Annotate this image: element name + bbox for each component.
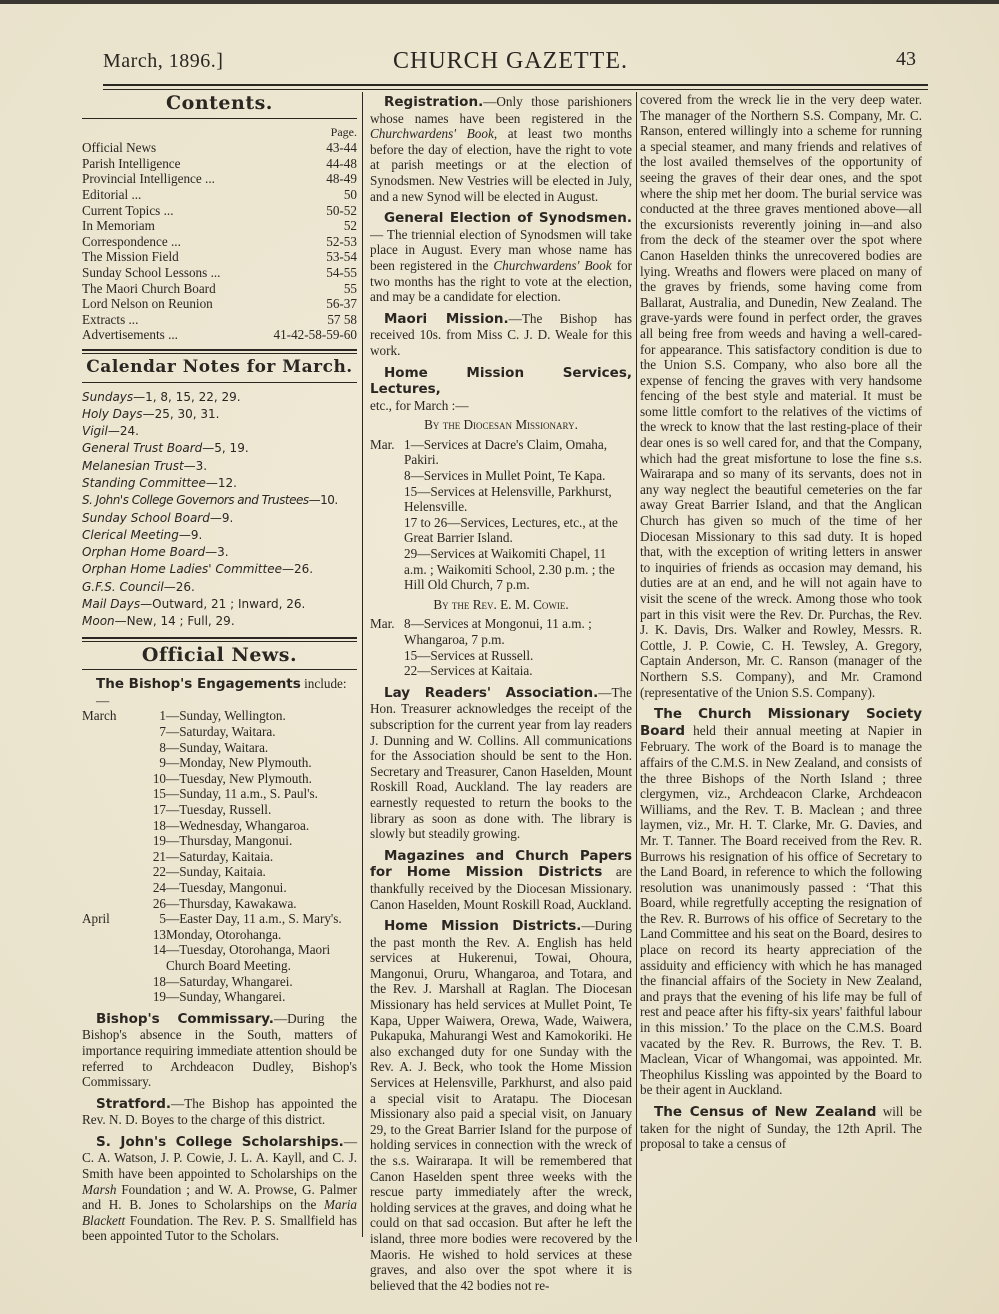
toc-row[interactable]: Sunday School Lessons ... 54-55 <box>82 264 357 280</box>
toc-row[interactable]: Provincial Intelligence ... 48-49 <box>82 171 357 187</box>
magazines-article: Magazines and Church Papers for Home Mission Districts are thankfully received by the Diocesan Missionary. Canon Haselden, Mount Roskill Road, Auckland. <box>370 847 632 912</box>
wreck-visit-continued: covered from the wreck lie in the very deep water. The manager of the Northern S.S. Company, Mr. C. Ranson, entered willingly into a scheme for running a special steamer, and many friends and relatives of the lost availed themselves of the opportunity of seeing the graves of their dear ones, and the spot where the ship met her doom. The burial service was conducted at the three graves mentioned above—all the excursionists reverently joining in—and also from the deck of the steamer over the spot where Canon Haselden thinks the unrecovered bodies are lying. Wreaths and flowers were placed on many of the graves by friends, some having come from Ballarat, Australia, and Dunedin, New Zealand. The grave-yards were found in perfect order, the graves all being free from weeds and having a well-cared-for appearance. This satisfactory condition is due to the Union S.S. Company, who also bore all the expense of fencing the graves with very handsome fencing of the best style and material. It must be some little comfort to the relatives of the victims of the wreck to know that the last resting-place of their dear ones is so well cared for, and that the Company, which had the great misfortune to lose the fine s.s. Wairarapa and so many of its servants, does not in any way neglect the beautiful cemeteries on the far away Great Barrier Island, and that the Anglican Church has given so much of the time of her Diocesan Missionary to this sad duty. It is hoped that, with the exception of writing letters in answer to inquiries of friends as occasion may demand, his duties are at an end, and he will not again have to visit the scene of the wreck. Among those who took part in this visit were the Rev. Dr. Purchas, the Rev. J. K. Davis, Drs. Walker and Rowley, Messrs. R. Cottle, J. P. Cowie, C. H. Tewsley, A. Gregory, Captain Anderson, Mr. C. Ranson (manager of the Northern S.S. Company), and Mr. Cramond (representative of the Union S.S. Company). <box>640 92 922 700</box>
general-election-article: General Election of Synodsmen.— The triennial election of Synodsmen will take place in August. Every man whose name has been registered in the Churchwardens' Book for two months has the right to vote at the election, and may be a candidate for election. <box>370 210 632 305</box>
calendar-item: Orphan Home Ladies' Committee—26. <box>82 562 314 577</box>
contents-end-rule <box>82 349 357 354</box>
official-news-rule <box>82 669 357 670</box>
engagement-row: 19 —Sunday, Whangarei. <box>152 989 286 1005</box>
scholarships-article: S. John's College Scholarships.— C. A. Watson, J. P. Cowie, J. L. A. Kayll, and C. J. Smith have been appointed to Scholarships on the Marsh Foundation ; and W. A. Prowse, G. Palmer and H. B. Jones to Scholarships on the Maria Blackett Foundation. The Rev. P. S. Smallfield has been appointed Tutor to the Scholars. <box>82 1133 357 1244</box>
schedule-row: 17 to 26—Services, Lectures, etc., at the Great Barrier Island. <box>404 514 618 546</box>
schedule-row: Mar. 1—Services at Dacre's Claim, Omaha, Pakiri. <box>370 436 608 468</box>
engagements-heading: The Bishop's Engagements include:— <box>96 676 347 708</box>
engagement-row: 22 —Sunday, Kaitaia. <box>152 864 266 880</box>
calendar-item: Melanesian Trust—3. <box>82 458 208 473</box>
schedule-row: Mar. 8—Services at Mongonui, 11 a.m. ; Whangaroa, 7 p.m. <box>370 616 592 647</box>
contents-list <box>82 140 357 343</box>
engagement-row: 9 —Monday, New Plymouth. <box>159 755 312 771</box>
engagement-row: 7 —Saturday, Waitara. <box>159 724 276 740</box>
toc-row[interactable]: Parish Intelligence 44-48 <box>82 155 357 171</box>
issue-date: March, 1896.] <box>103 50 224 72</box>
rev-cowie-schedule <box>370 616 632 678</box>
calendar-notes <box>82 389 357 631</box>
diocesan-missionary-schedule <box>370 437 632 593</box>
calendar-item: Sunday School Board—9. <box>82 510 234 525</box>
census-article: The Census of New Zealand will be taken for the night of Sunday, the 12th April. The proposal to take a census of <box>640 1104 922 1152</box>
toc-row[interactable]: Current Topics ... 50-52 <box>82 202 357 218</box>
calendar-item: Standing Committee—12. <box>82 475 237 490</box>
engagement-row: 21 —Saturday, Kaitaia. <box>152 848 274 864</box>
toc-row[interactable]: The Mission Field 53-54 <box>82 249 357 265</box>
engagement-row: 15 —Sunday, 11 a.m., S. Paul's. <box>152 786 318 802</box>
calendar-item: Moon—New, 14 ; Full, 29. <box>82 614 235 629</box>
column-divider-2 <box>636 92 637 1242</box>
rev-cowie-heading: By the Rev. E. M. Cowie. <box>433 596 569 612</box>
engagements-list <box>82 708 357 1004</box>
official-news-title: Official News. <box>141 643 298 666</box>
engagement-row: 18 —Wednesday, Whangaroa. <box>152 817 310 833</box>
calendar-item: G.F.S. Council—26. <box>82 579 195 594</box>
bishops-commissary-article: Bishop's Commissary.—During the Bishop's absence in the South, matters of importance requiring immediate attention should be referred to Archdeacon Dudley, Bishop's Commissary. <box>82 1010 357 1090</box>
calendar-end-rule <box>82 637 357 642</box>
page-header <box>103 48 928 82</box>
toc-row[interactable]: Extracts ... 57 58 <box>82 311 357 327</box>
contents-title: Contents. <box>166 92 273 114</box>
engagement-row: 26 —Thursday, Kawakawa. <box>152 895 297 911</box>
toc-row[interactable]: Lord Nelson on Reunion 56-37 <box>82 296 357 312</box>
calendar-item: Sundays—1, 8, 15, 22, 29. <box>82 389 241 404</box>
calendar-item: Mail Days—Outward, 21 ; Inward, 26. <box>82 597 306 612</box>
diocesan-missionary-heading: By the Diocesan Missionary. <box>424 417 578 433</box>
maori-mission-article: Maori Mission.—The Bishop has received 10s. from Miss C. J. D. Weale for this work. <box>370 310 632 358</box>
engagement-row: 14 —Tuesday, Otorohanga, Maori Church Board Meeting. <box>152 942 331 973</box>
engagement-row: 19 —Thursday, Mangonui. <box>152 833 293 849</box>
toc-row[interactable]: In Memoriam 52 <box>82 218 357 234</box>
page-number: 43 <box>896 48 916 70</box>
engagement-row: 18 —Saturday, Whangarei. <box>152 973 293 989</box>
schedule-row: 15—Services at Russell. <box>404 647 534 663</box>
engagement-row: 10 —Tuesday, New Plymouth. <box>152 770 312 786</box>
calendar-item: General Trust Board—5, 19. <box>82 441 249 456</box>
contents-rule <box>82 118 357 119</box>
toc-row[interactable]: Correspondence ... 52-53 <box>82 233 357 249</box>
calendar-title: Calendar Notes for March. <box>86 356 353 377</box>
toc-row[interactable]: Official News 43-44 <box>82 140 357 156</box>
calendar-item: Clerical Meeting—9. <box>82 527 203 542</box>
schedule-row: 15—Services at Helensville, Parkhurst, Helensville. <box>404 483 612 515</box>
calendar-item: S. John's College Governors and Trustees—10. <box>82 493 338 508</box>
calendar-rule <box>82 382 357 383</box>
schedule-row: 8—Services in Mullet Point, Te Kapa. <box>404 468 606 484</box>
lay-readers-article: Lay Readers' Association.—The Hon. Treasurer acknowledges the receipt of the subscription for the current year from lay readers J. Dunning and W. Collins. All communications for the Association should be sent to the Hon. Secretary and Treasurer, Canon Haselden, Mount Roskill Road, Auckland. The lay readers are earnestly requested to return the books to the library as soon as done with. The library is slowly but steadily growing. <box>370 684 632 842</box>
engagement-row: 17 —Tuesday, Russell. <box>152 802 272 817</box>
cms-board-article: The Church Missionary Society Board held their annual meeting at Napier in February. The work of the Board is to manage the affairs of the C.M.S. in New Zealand, and consists of the three Bishops of the North Island ; three clergymen, viz., Archdeacon Clarke, Archdeacon Williams, and the Rev. T. B. Maclean ; and three laymen, viz., Mr. H. T. Clarke, Mr. G. Davies, and Mr. T. Tanner. The Board received from the Rev. R. Burrows his resignation of his office of Secretary to the Land Board, in reference to which the following resolution was unanimously passed : ‘That this Board, while regretfully accepting the resignation of the Rev. R. Burrows of his office of Secretary to the Land Committee and his seat on the Board, desires to place on record its hearty appreciation of the assiduity and efficiency with which he has managed the financial affairs of the Society in New Zealand, and prays that the evening of his life may be full of rest and peace after his fifty-six years' faithful labour in this mission.’ To the place on the C.M.S. Board vacated by the Rev. R. Burrows, the Rev. T. B. Maclean, Vicar of Whangomai, was appointed. Mr. Theophilus Kissling was appointed by the Board to be their agent in Auckland. <box>640 706 923 1098</box>
calendar-item: Orphan Home Board—3. <box>82 545 229 560</box>
header-rule <box>103 84 928 90</box>
publication-title: CHURCH GAZETTE. <box>393 48 628 74</box>
calendar-item: Vigil—24. <box>82 424 139 439</box>
calendar-item: Holy Days—25, 30, 31. <box>82 406 220 421</box>
home-mission-services-heading: Home Mission Services, Lectures, etc., for March :— <box>370 364 632 413</box>
column-2 <box>370 92 632 1293</box>
schedule-row: 29—Services at Waikomiti Chapel, 11 a.m. ; Waikomiti School, 2.30 p.m. ; the Hill Old Church, 7 p.m. <box>404 546 615 593</box>
stratford-article: Stratford.—The Bishop has appointed the Rev. N. D. Boyes to the charge of this district. <box>82 1095 357 1128</box>
engagement-row: 13 Monday, Otorohanga. <box>152 926 282 942</box>
engagement-row: 8 —Sunday, Waitara. <box>159 739 269 755</box>
column-divider-1 <box>362 92 363 1237</box>
column-3 <box>640 92 922 1152</box>
toc-row[interactable]: Editorial ... 50 <box>82 186 357 202</box>
home-mission-districts-article: Home Mission Districts.—During the past month the Rev. A. English has held services at Hukerenui, Towai, Ohoura, Mangonui, Oruru, Whangaroa, and Totara, and the Rev. J. Marshall at Raglan. The Diocesan Missionary has held services at Mullet Point, Te Kapa, Upper Waiwera, Orewa, Wade, Waiwera, Pukapuka, Mahurangi West and Kamokoriki. He also exchanged duty for one Sunday with the Rev. A. J. Beck, who took the Home Mission Services at Helensville, Parkhurst, and also paid a special visit to Aratapu. The Diocesan Missionary also paid a special visit, on January 29, to the Great Barrier Island for the purpose of holding services in connection with the wreck of the s.s. Wairarapa. It will be remembered that Canon Haselden spent three weeks with the rescue party immediately after the wreck, holding services at the graves, and doing what he could on that sad occasion. But after he left the island, three more bodies were recovered by the Maoris. He wished to hold services at these graves, and also over the spot where it is believed that the 42 bodies not re- <box>370 918 632 1293</box>
column-1 <box>82 92 357 1244</box>
toc-row[interactable]: Advertisements ... 41-42-58-59-60 <box>82 327 357 343</box>
schedule-row: 22—Services at Kaitaia. <box>404 663 533 679</box>
toc-row[interactable]: The Maori Church Board 55 <box>82 280 357 296</box>
engagement-row: 24 —Tuesday, Mangonui. <box>152 879 287 895</box>
registration-article: Registration.—Only those parishioners whose names have been registered in the Churchwardens' Book, at least two months before the day of election, have the right to vote at parish meetings or at the election of Synodsmen. New Vestries will be elected in July, and a new Synod will be elected in August. <box>370 94 632 204</box>
engagement-row: March 1 —Sunday, Wellington. <box>82 708 286 724</box>
engagement-row: April 5 —Easter Day, 11 a.m., S. Mary's. <box>82 911 342 927</box>
gazette-page <box>0 4 999 1314</box>
contents-page-heading: Page. <box>330 124 357 139</box>
